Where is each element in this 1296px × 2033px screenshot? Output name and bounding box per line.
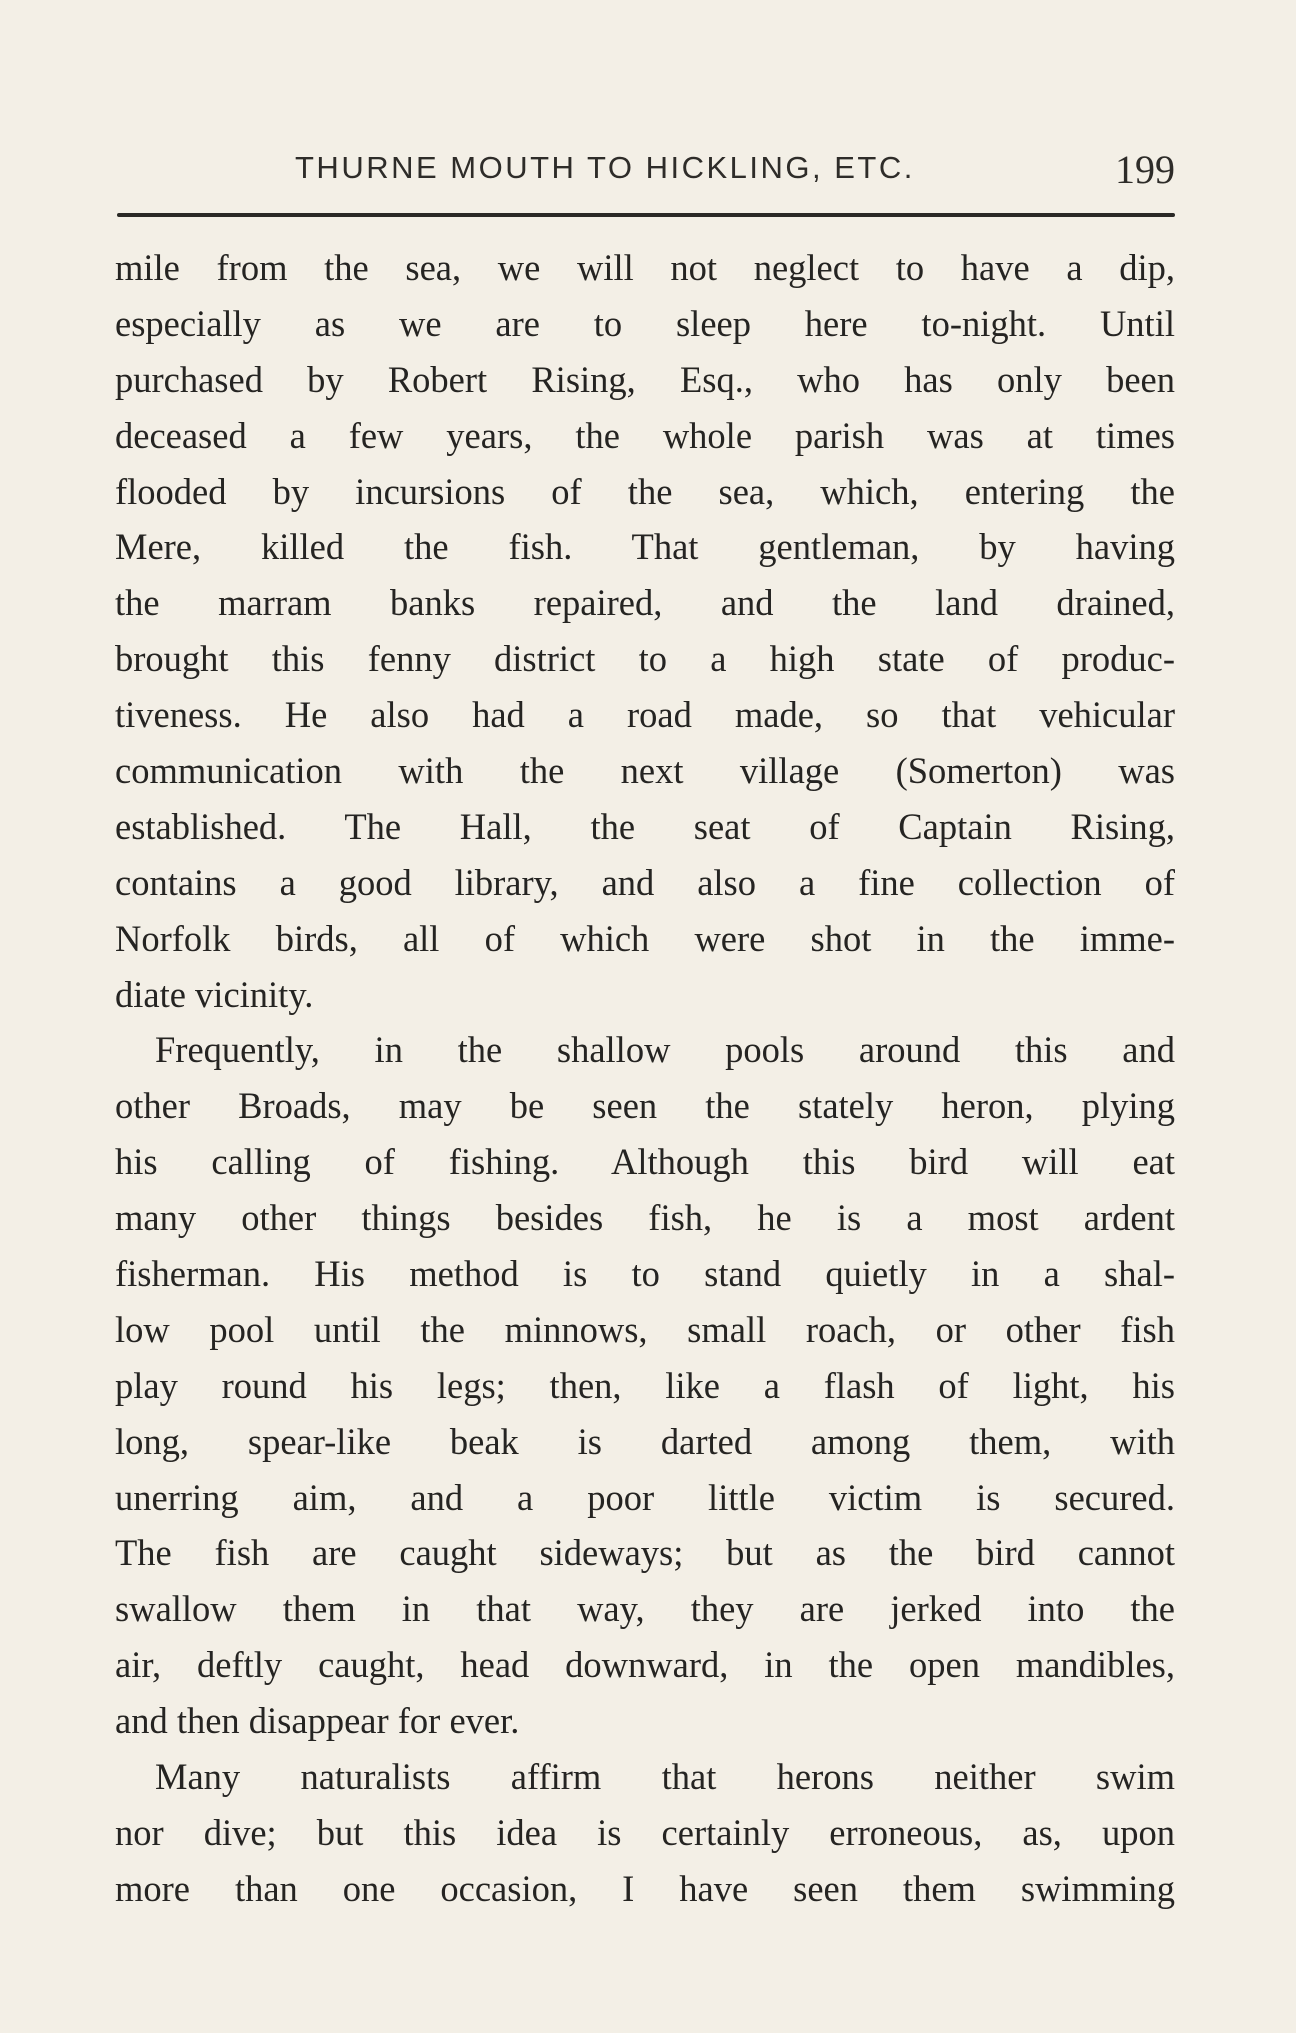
text-line: his calling of fishing. Although this bird will eat [115, 1141, 1175, 1183]
text-line: long, spear-like beak is darted among them, with [115, 1420, 1175, 1462]
text-line: brought this fenny district to a high state of produc- [115, 638, 1175, 680]
page-number: 199 [1115, 147, 1175, 192]
text-line: play round his legs; then, like a flash of light, his [115, 1364, 1175, 1406]
text-line: low pool until the minnows, small roach, or other fish [115, 1308, 1175, 1350]
header-rule [117, 213, 1175, 217]
text-line: other Broads, may be seen the stately heron, plying [115, 1085, 1175, 1127]
text-line: fisherman. His method is to stand quietly in a shal- [115, 1253, 1175, 1295]
text-line: unerring aim, and a poor little victim is secured. [115, 1476, 1175, 1518]
text-line: the marram banks repaired, and the land drained, [115, 582, 1175, 624]
text-line: diate vicinity. [115, 973, 314, 1015]
text-line: more than one occasion, I have seen them swimming [115, 1867, 1175, 1909]
text-line: Mere, killed the fish. That gentleman, by having [115, 526, 1175, 568]
body-text [115, 240, 1175, 1917]
text-line: deceased a few years, the whole parish was at times [115, 414, 1175, 456]
text-line: Norfolk birds, all of which were shot in the imme- [115, 917, 1175, 959]
paragraph-start-line: Frequently, in the shallow pools around this and [155, 1029, 1175, 1071]
text-line: air, deftly caught, head downward, in the open mandibles, [115, 1644, 1175, 1686]
text-line: and then disappear for ever. [115, 1700, 520, 1742]
text-line: nor dive; but this idea is certainly erroneous, as, upon [115, 1811, 1175, 1853]
text-line: purchased by Robert Rising, Esq., who has only been [115, 358, 1175, 400]
text-line: contains a good library, and also a fine collection of [115, 861, 1175, 903]
paragraph-start-line: Many naturalists affirm that herons neither swim [155, 1756, 1175, 1798]
text-line: flooded by incursions of the sea, which, entering the [115, 470, 1175, 512]
text-line: tiveness. He also had a road made, so that vehicular [115, 694, 1175, 736]
running-head: THURNE MOUTH TO HICKLING, ETC. [295, 150, 915, 185]
text-line: many other things besides fish, he is a most ardent [115, 1197, 1175, 1239]
text-line: communication with the next village (Somerton) was [115, 750, 1175, 792]
text-line: swallow them in that way, they are jerked into the [115, 1588, 1175, 1630]
text-line: especially as we are to sleep here to-night. Until [115, 302, 1175, 344]
page-header [115, 147, 1175, 200]
text-line: established. The Hall, the seat of Captain Rising, [115, 805, 1175, 847]
text-line: mile from the sea, we will not neglect to have a dip, [115, 247, 1175, 288]
text-line: The fish are caught sideways; but as the bird cannot [115, 1532, 1175, 1574]
